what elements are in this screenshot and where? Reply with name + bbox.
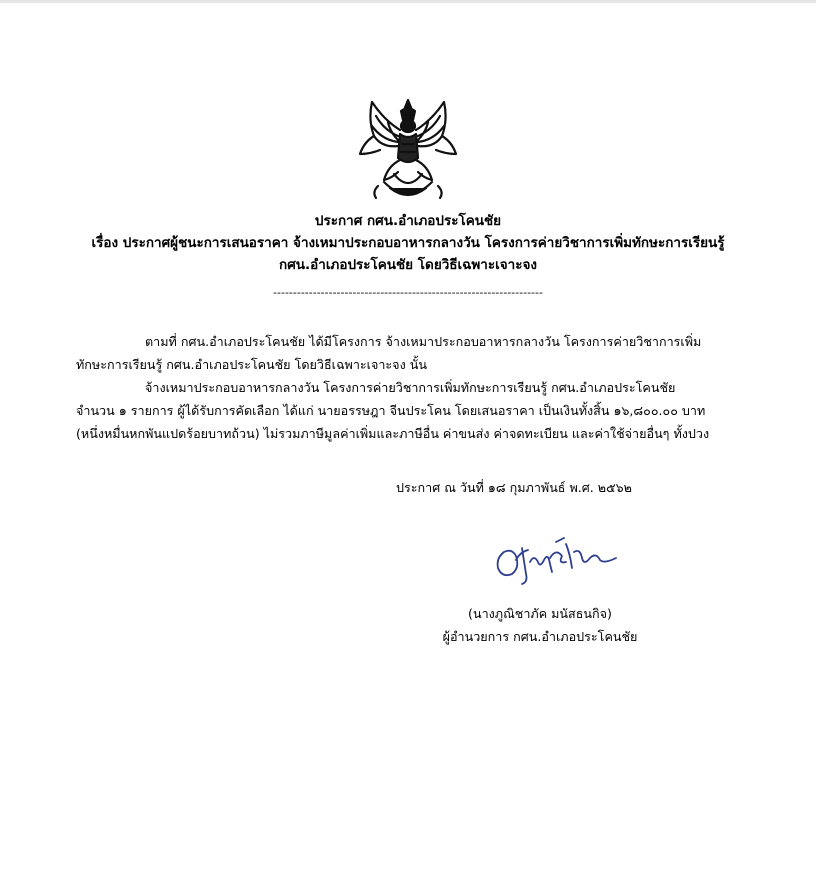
announcement-date: ประกาศ ณ วันที่ ๑๘ กุมภาพันธ์ พ.ศ. ๒๕๖๒: [396, 480, 632, 495]
dashed-separator: --------------------------------------------------------------------: [273, 286, 543, 299]
paragraph-1-line-1: ตามที่ กศน.อำเภอประโคนชัย ได้มีโครงการ จ้างเหมาประกอบอาหารกลางวัน โครงการค่ายวิชาการเพิ่ม: [145, 334, 702, 349]
announcement-body: [76, 330, 746, 445]
handwritten-signature-icon: [486, 534, 626, 586]
announcement-header: [0, 210, 816, 276]
signer-block: [420, 602, 660, 648]
announcement-subject-continued: กศน.อำเภอประโคนชัย โดยวิธีเฉพาะเจาะจง: [279, 257, 537, 273]
paragraph-2-line-3: (หนึ่งหมื่นหกพันแปดร้อยบาทถ้วน) ไม่รวมภาษีมูลค่าเพิ่มและภาษีอื่น ค่าขนส่ง ค่าจดทะเบียน และค่าใช้จ่ายอื่นๆ ทั้งปวง: [76, 426, 710, 441]
garuda-emblem-icon: [354, 96, 462, 208]
paragraph-1-line-2: ทักษะการเรียนรู้ กศน.อำเภอประโคนชัย โดยวิธีเฉพาะเจาะจง นั้น: [76, 357, 427, 372]
paragraph-2-line-1: จ้างเหมาประกอบอาหารกลางวัน โครงการค่ายวิชาการเพิ่มทักษะการเรียนรู้ กศน.อำเภอประโคนชัย: [145, 380, 676, 395]
paragraph-2-line-2: จำนวน ๑ รายการ ผู้ได้รับการคัดเลือก ได้แก่ นายอรรษฎา จีนประโคน โดยเสนอราคา เป็นเงินทั้งสิ้น ๑๖,๘๐๐.๐๐ บาท: [76, 403, 706, 418]
top-border: [0, 0, 816, 3]
signer-position: ผู้อำนวยการ กศน.อำเภอประโคนชัย: [442, 629, 638, 644]
signer-name: (นางภูณิชาภัค มนัสธนกิจ): [468, 606, 612, 621]
announcement-title: ประกาศ กศน.อำเภอประโคนชัย: [314, 213, 502, 229]
announcement-subject: เรื่อง ประกาศผู้ชนะการเสนอราคา จ้างเหมาประกอบอาหารกลางวัน โครงการค่ายวิชาการเพิ่มทักษะการเรียนรู้: [91, 235, 725, 251]
